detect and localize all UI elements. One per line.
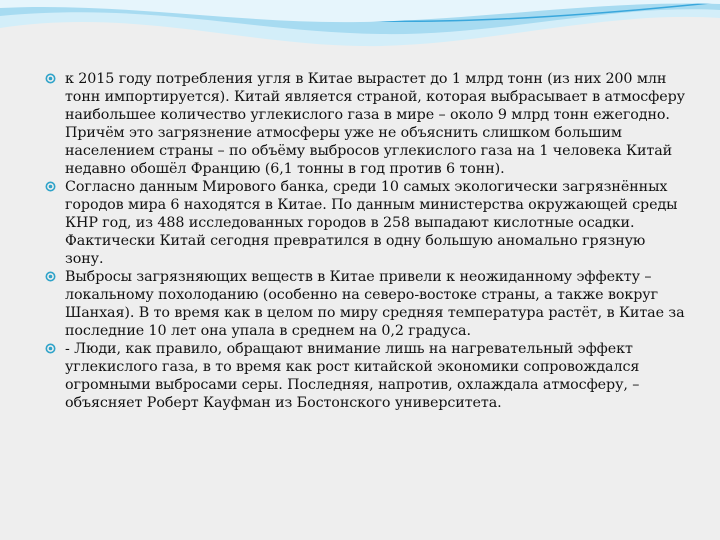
bullet-list xyxy=(45,70,685,412)
bullet-item-quote xyxy=(45,340,685,412)
bullet-text: - Люди, как правило, обращают внимание лишь на нагревательный эффект углекислого газа, в то время как рост китайской экономики сопровождался огромными выбросами серы. Последняя, напротив, охлаждала атмосферу, – объясняет Роберт Кауфман из Бостонского университета. xyxy=(65,341,640,411)
circle-bullet-icon xyxy=(45,271,56,282)
circle-bullet-icon xyxy=(45,73,56,84)
bullet-item-world-bank xyxy=(45,178,685,268)
bullet-item-coal xyxy=(45,70,685,178)
bullet-text: Выбросы загрязняющих веществ в Китае привели к неожиданному эффекту – локальному похолоданию (особенно на северо-востоке страны, а также вокруг Шанхая). В то время как в целом по миру средняя температура растёт, в Китае за последние 10 лет она упала в среднем на 0,2 градуса. xyxy=(65,269,685,339)
circle-bullet-icon xyxy=(45,181,56,192)
bullet-item-cooling xyxy=(45,268,685,340)
header-wave-decoration xyxy=(0,0,720,80)
bullet-text: к 2015 году потребления угля в Китае вырастет до 1 млрд тонн (из них 200 млн тонн импортируется). Китай является страной, которая выбрасывает в атмосферу наибольшее количество углекислого газа в мире – около 9 млрд тонн ежегодно. Причём это загрязнение атмосферы уже не объяснить слишком большим населением страны – по объёму выбросов углекислого газа на 1 человека Китай недавно обошёл Францию (6,1 тонны в год против 6 тонн). xyxy=(65,71,685,177)
slide-content xyxy=(45,70,685,412)
bullet-text: Согласно данным Мирового банка, среди 10 самых экологически загрязнённых городов мира 6 находятся в Китае. По данным министерства окружающей среды КНР год, из 488 исследованных городов в 258 выпадают кислотные осадки. Фактически Китай сегодня превратился в одну большую аномально грязную зону. xyxy=(65,179,678,267)
circle-bullet-icon xyxy=(45,343,56,354)
